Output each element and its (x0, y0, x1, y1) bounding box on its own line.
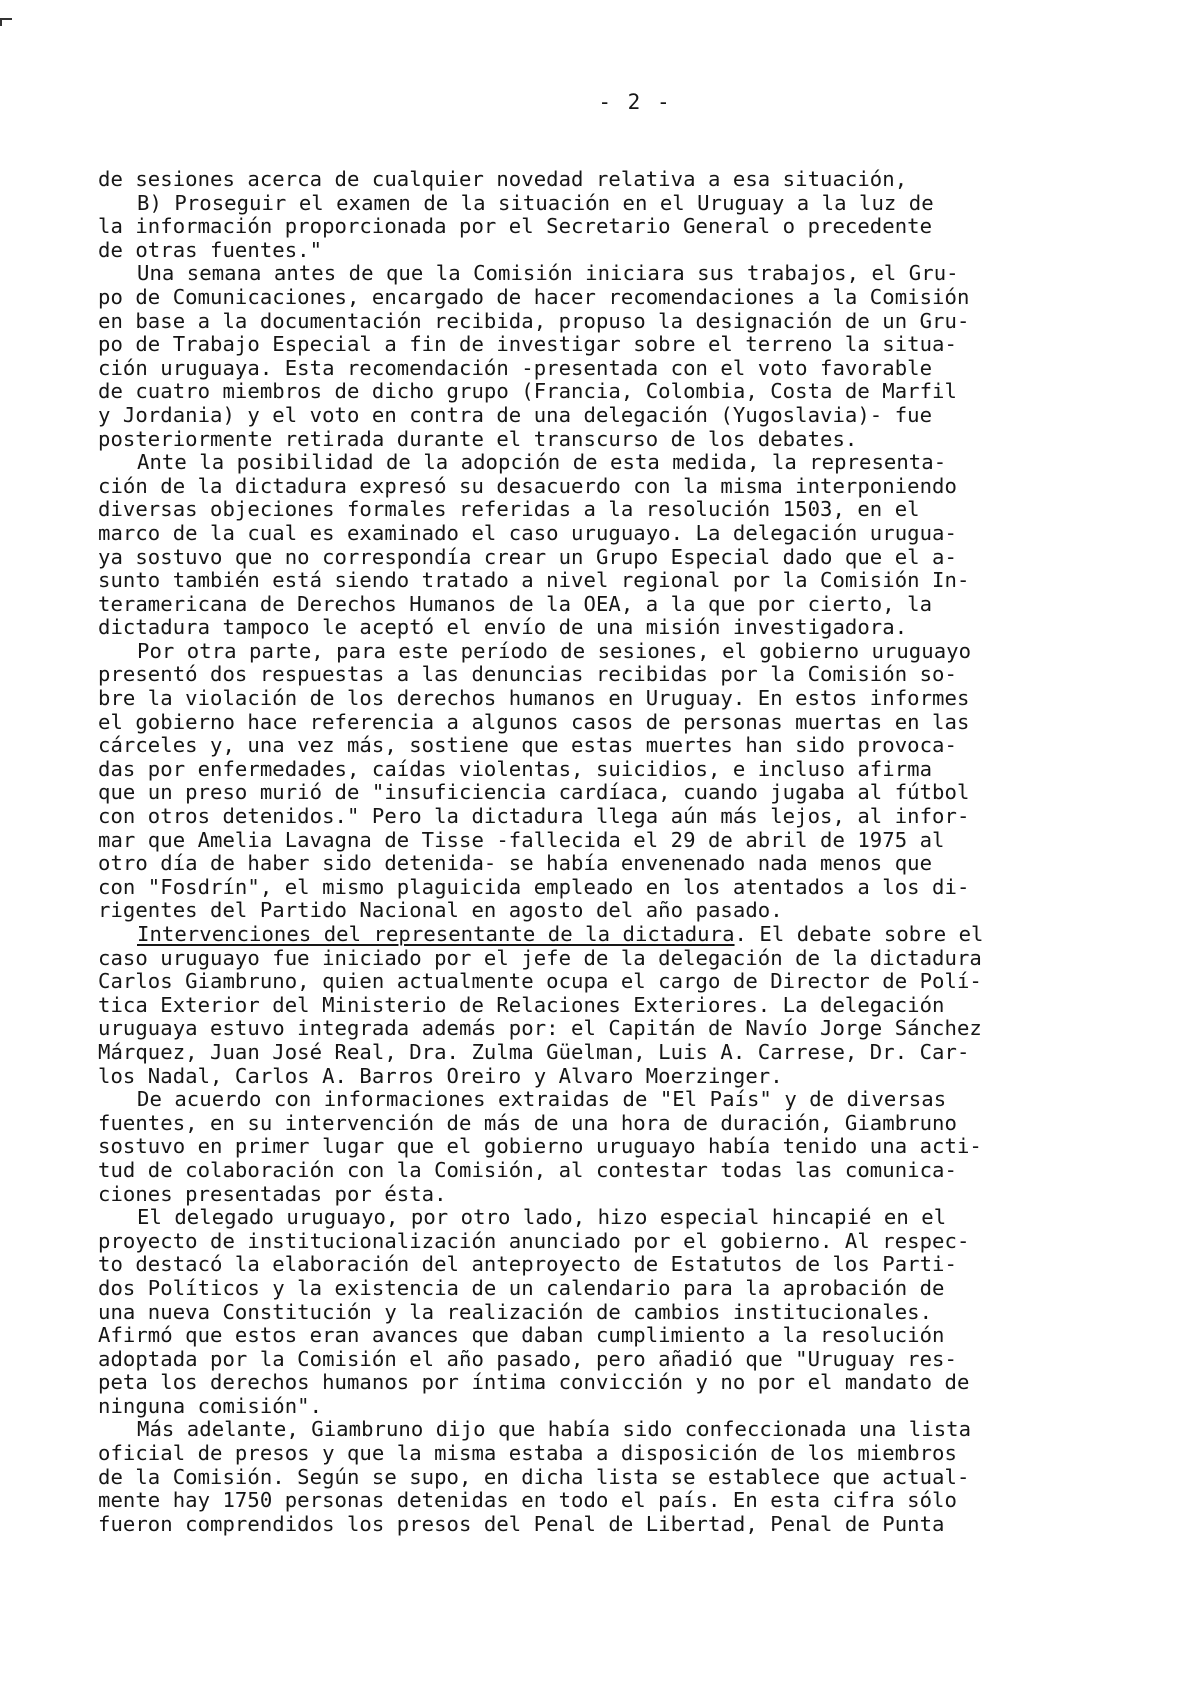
text-line: dictadura tampoco le aceptó el envío de una misión investigadora. (98, 615, 908, 640)
text-line: ciones presentadas por ésta. (98, 1181, 447, 1206)
text-line: sunto también está siendo tratado a nivel regional por la Comisión In- (98, 568, 970, 593)
page-number: - 2 - (598, 90, 672, 114)
text-line: bre la violación de los derechos humanos en Uruguay. En estos informes (98, 686, 970, 711)
text-line: Afirmó que estos eran avances que daban cumplimiento a la resolución (98, 1323, 945, 1348)
section-heading: Intervenciones del representante de la dictadura (137, 922, 735, 946)
text-line: fuentes, en su intervención de más de una hora de duración, Giambruno (98, 1110, 957, 1135)
text-line: posteriormente retirada durante el transcurso de los debates. (98, 426, 858, 451)
text-line: ninguna comisión". (98, 1393, 323, 1418)
text-line: Ante la posibilidad de la adopción de esta medida, la representa- (137, 450, 947, 475)
text-line: que un preso murió de "insuficiencia cardíaca, cuando jugaba al fútbol (98, 780, 970, 805)
text-line: presentó dos respuestas a las denuncias recibidas por la Comisión so- (98, 662, 957, 687)
text-line: Carlos Giambruno, quien actualmente ocupa el cargo de Director de Polí- (98, 969, 982, 994)
text-line: dos Políticos y la existencia de un calendario para la aprobación de (98, 1275, 945, 1300)
text-line: ción uruguaya. Esta recomendación -presentada con el voto favorable (98, 355, 933, 380)
text-line: teramericana de Derechos Humanos de la OEA, a la que por cierto, la (98, 591, 933, 616)
text-line: diversas objeciones formales referidas a la resolución 1503, en el (98, 497, 920, 522)
text-line: los Nadal, Carlos A. Barros Oreiro y Alvaro Moerzinger. (98, 1063, 783, 1088)
text-line: de sesiones acerca de cualquier novedad relativa a esa situación, (98, 167, 908, 191)
text-line: proyecto de institucionalización anunciado por el gobierno. Al respec- (98, 1228, 970, 1253)
text-line: peta los derechos humanos por íntima convicción y no por el mandato de (98, 1370, 970, 1395)
text-line: tica Exterior del Ministerio de Relaciones Exteriores. La delegación (98, 992, 945, 1017)
text-line: mente hay 1750 personas detenidas en todo el país. En esta cifra sólo (98, 1488, 957, 1513)
text-line: rigentes del Partido Nacional en agosto del año pasado. (98, 898, 783, 923)
text-line: marco de la cual es examinado el caso uruguayo. La delegación urugua- (98, 520, 957, 545)
text-line: de la Comisión. Según se supo, en dicha lista se establece que actual- (98, 1464, 970, 1489)
text-line: Por otra parte, para este período de sesiones, el gobierno uruguayo (137, 638, 972, 663)
text-line: B) Proseguir el examen de la situación en el Uruguay a la luz de (137, 190, 934, 215)
text-line: mar que Amelia Lavagna de Tisse -fallecida el 29 de abril de 1975 al (98, 827, 945, 852)
text-line: de otras fuentes." (98, 237, 323, 262)
text-line: to destacó la elaboración del anteproyecto de Estatutos de los Parti- (98, 1252, 957, 1277)
line-text: . El debate sobre el (734, 922, 984, 946)
text-line: con otros detenidos." Pero la dictadura llega aún más lejos, al infor- (98, 804, 970, 829)
text-line: la información proporcionada por el Secretario General o precedente (98, 214, 933, 239)
document-body (98, 168, 1108, 1536)
text-line: uruguaya estuvo integrada además por: el Capitán de Navío Jorge Sánchez (98, 1016, 982, 1041)
text-line: De acuerdo con informaciones extraidas de "El País" y de diversas (137, 1087, 947, 1112)
text-line: cárceles y, una vez más, sostiene que estas muertes han sido provoca- (98, 733, 957, 758)
text-line: una nueva Constitución y la realización de cambios institucionales. (98, 1299, 933, 1324)
text-line: de cuatro miembros de dicho grupo (Francia, Colombia, Costa de Marfil (98, 379, 957, 404)
text-line: con "Fosdrín", el mismo plaguicida empleado en los atentados a los di- (98, 874, 970, 899)
text-line: po de Comunicaciones, encargado de hacer recomendaciones a la Comisión (98, 284, 970, 309)
text-line: ya sostuvo que no correspondía crear un Grupo Especial dado que el a- (98, 544, 957, 569)
text-line: Más adelante, Giambruno dijo que había sido confeccionada una lista (137, 1417, 972, 1442)
text-line: fueron comprendidos los presos del Penal de Libertad, Penal de Punta (98, 1511, 945, 1536)
text-line: ción de la dictadura expresó su desacuerdo con la misma interponiendo (98, 473, 957, 498)
scan-corner-mark (0, 18, 12, 26)
text-line: caso uruguayo fue iniciado por el jefe de la delegación de la dictadura (98, 945, 982, 970)
text-line: sostuvo en primer lugar que el gobierno uruguayo había tenido una acti- (98, 1134, 982, 1159)
text-line (98, 923, 1108, 947)
text-line: Márquez, Juan José Real, Dra. Zulma Güelman, Luis A. Carrese, Dr. Car- (98, 1039, 970, 1064)
text-line: adoptada por la Comisión el año pasado, pero añadió que "Uruguay res- (98, 1346, 957, 1371)
text-line: El delegado uruguayo, por otro lado, hizo especial hincapié en el (137, 1205, 947, 1230)
text-line: po de Trabajo Especial a fin de investigar sobre el terreno la situa- (98, 332, 957, 357)
text-line: el gobierno hace referencia a algunos casos de personas muertas en las (98, 709, 970, 734)
text-line: das por enfermedades, caídas violentas, suicidios, e incluso afirma (98, 756, 933, 781)
text-line: Una semana antes de que la Comisión iniciara sus trabajos, el Gru- (137, 261, 959, 286)
text-line: en base a la documentación recibida, propuso la designación de un Gru- (98, 308, 970, 333)
text-line: oficial de presos y que la misma estaba a disposición de los miembros (98, 1441, 957, 1466)
text-line: y Jordania) y el voto en contra de una delegación (Yugoslavia)- fue (98, 402, 933, 427)
text-line: tud de colaboración con la Comisión, al contestar todas las comunica- (98, 1157, 957, 1182)
text-line: otro día de haber sido detenida- se había envenenado nada menos que (98, 851, 933, 876)
